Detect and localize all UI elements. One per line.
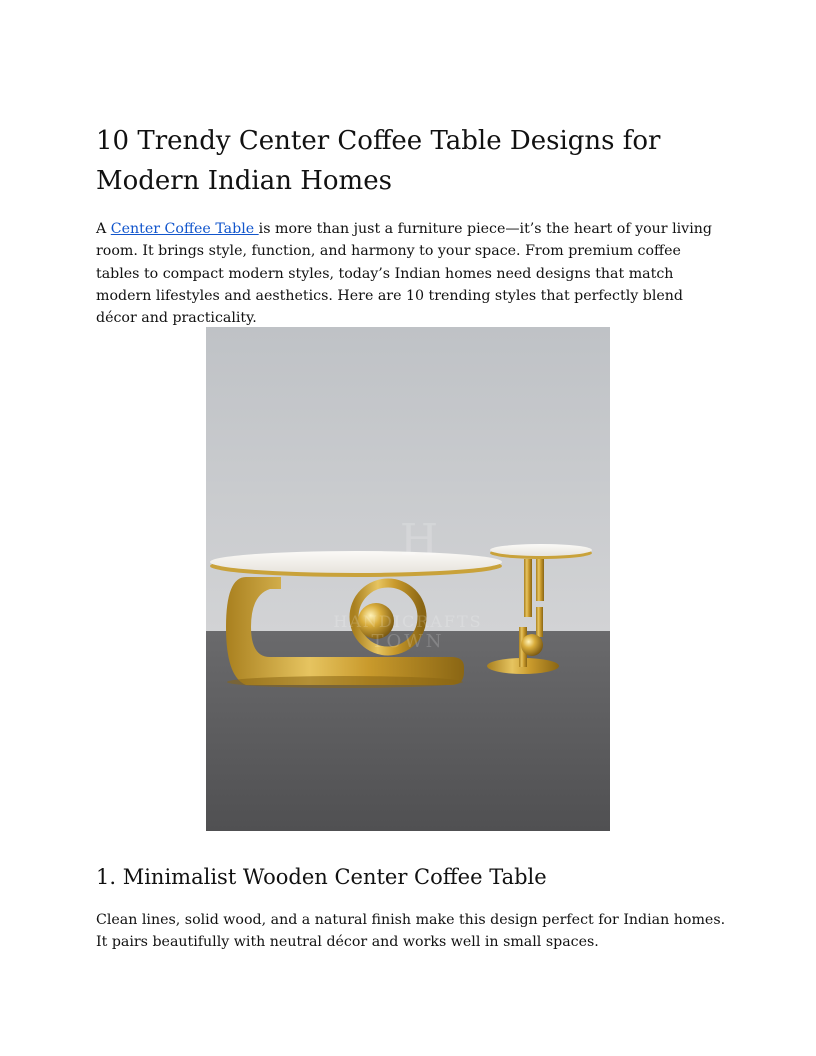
intro-paragraph [96, 218, 726, 329]
svg-text:HANDICRAFTS: HANDICRAFTS [333, 612, 483, 631]
intro-body: is more than just a furniture piece—it’s the heart of your living room. It brings style, function, and harmony to your space. From premium coffee tables to compact modern styles, today’s Indian homes need designs that match modern lifestyles and aesthetics. Here are 10 trending styles that perfectly blend décor and practicality. [96, 221, 712, 327]
section-1-heading: 1. Minimalist Wooden Center Coffee Table [96, 865, 547, 889]
side-table-ball [521, 634, 543, 656]
center-coffee-table-link[interactable]: Center Coffee Table [110, 221, 259, 237]
page-title: 10 Trendy Center Coffee Table Designs for Modern Indian Homes [96, 126, 661, 196]
intro-prefix: A [96, 221, 111, 237]
svg-text:H: H [399, 515, 439, 566]
coffee-table-photo [206, 327, 610, 831]
side-table-top [490, 544, 592, 556]
table-top [210, 551, 502, 573]
svg-text:TOWN: TOWN [371, 631, 445, 652]
section-1-body: Clean lines, solid wood, and a natural finish make this design perfect for Indian homes. It pairs beautifully with neutral décor and works well in small spaces. [96, 912, 726, 951]
